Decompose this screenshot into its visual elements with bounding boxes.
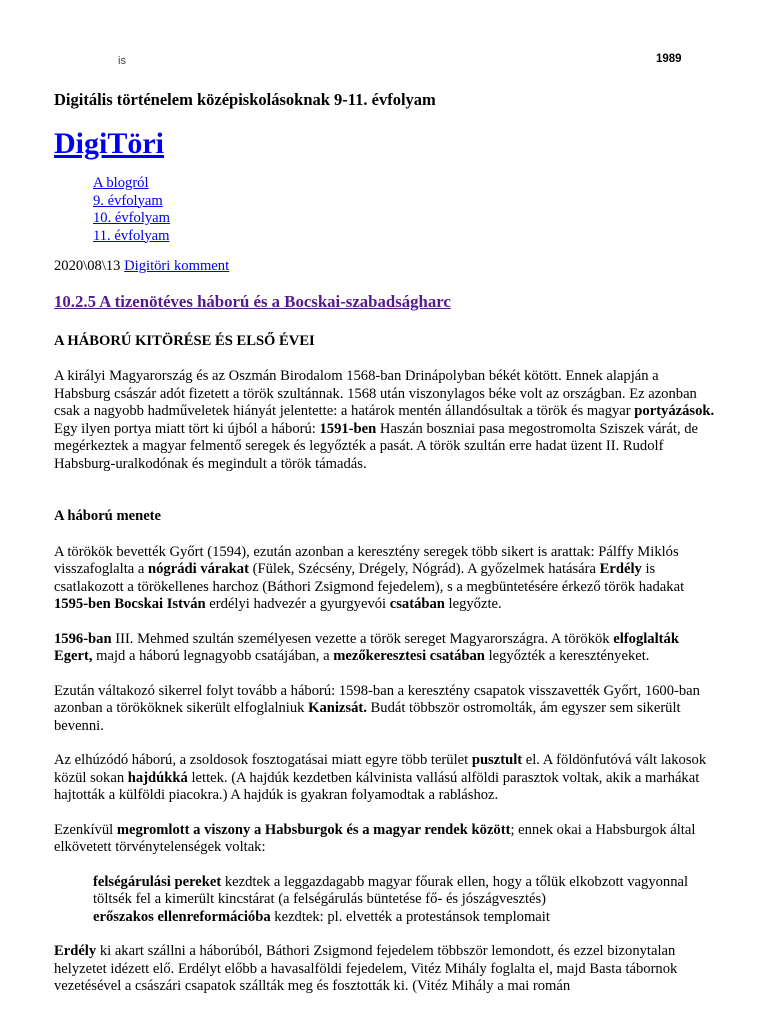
nav-item-blog xyxy=(93,175,718,193)
page-header-year: 1989 xyxy=(656,53,682,65)
nav-link-about[interactable]: A blogról xyxy=(93,175,149,191)
nav-item-11 xyxy=(93,228,718,246)
nav-item-10 xyxy=(93,210,718,228)
section-heading-course: A háború menete xyxy=(54,508,162,524)
post-meta xyxy=(54,258,718,276)
list-item: erőszakos ellenreformációba kezdtek: pl. elvették a protestánsok templomait xyxy=(93,908,550,925)
nav-item-9 xyxy=(93,193,718,211)
post-title-link[interactable]: 10.2.5 A tizenötéves háború és a Bocskai-szabadságharc xyxy=(54,291,451,311)
comment-link[interactable]: Digitöri komment xyxy=(124,258,230,274)
grievances-list xyxy=(93,874,718,927)
nav-link-grade-11[interactable]: 11. évfolyam xyxy=(93,227,170,244)
site-title xyxy=(54,127,718,161)
paragraph-course-6: Erdély ki akart szállni a háborúból, Báthori Zsigmond fejedelem többször lemondott, és ezzel bizonytalan helyzetet idézett elő. Erdélyt előbb a havasalföldi fejedelem, Vitéz Mihály foglalta el, majd Basta tábornok vezetésével a császári csapatok szállták meg és fosztották ki. (Vitéz Mihály a mai román xyxy=(54,943,678,994)
blog-nav xyxy=(93,175,718,245)
nav-link-grade-10[interactable]: 10. évfolyam xyxy=(93,210,171,226)
paragraph-course-4: Az elhúzódó háború, a zsoldosok fosztogatásai miatt egyre több terület pusztult el. A földönfutóvá vált lakosok közül sokan hajdúkká lettek. (A hajdúk kezdetben kálvinista vallású alföldi parasztok voltak, akik a marhákat hajtották a külföldi piacokra.) A hajdúk is gyakran folyamodtak a rabláshoz. xyxy=(54,752,707,803)
paragraph-course-5: Ezenkívül megromlott a viszony a Habsburgok és a magyar rendek között; ennek okai a Habsburgok által elkövetett törvénytelenségek voltak: xyxy=(54,821,696,855)
document-body xyxy=(54,90,718,996)
paragraph-course-2: 1596-ban III. Mehmed szultán személyesen vezette a török sereget Magyarországra. A törökök elfoglalták Egert, majd a háború legnagyobb csatájában, a mezőkeresztesi csatában legyőzték a keresztényeket. xyxy=(54,630,679,664)
paragraph-course-1: A törökök bevették Győrt (1594), ezután azonban a keresztény seregek több sikert is arattak: Pálffy Miklós visszafoglalta a nógrádi várakat (Fülek, Szécsény, Drégely, Nógrád). A győzelmek hatására Erdély is csatlakozott a törökellenes harchoz (Báthori Zsigmond fejedelem), s a megbüntetésére érkező török hadakat 1595-ben Bocskai István erdélyi hadvezér a gyurgyevói csatában legyőzte. xyxy=(54,543,685,612)
post-title xyxy=(54,292,718,312)
paragraph-course-3: Ezután váltakozó sikerrel folyt tovább a háború: 1598-ban a keresztény csapatok visszavették Győrt, 1600-ban azonban a törököknek sikerült elfoglalniuk Kanizsát. Budát többször ostromolták, ám egyszer sem sikerült bevenni. xyxy=(54,682,700,734)
list-item: felségárulási pereket kezdtek a leggazdagabb magyar főurak ellen, hogy a tőlük elkobzott vagyonnal töltsék fel a kimerült kincstárat (a felségárulás büntetése fő- és jószágvesztés) xyxy=(93,873,689,907)
paragraph-outbreak: A királyi Magyarország és az Oszmán Birodalom 1568-ban Drinápolyban békét kötött. Ennek alapján a Habsburg császár adót fizetett a török szultánnak. 1568 után viszonylagos béke volt az országban. Ez azonban csak a nagyobb hadműveletek hiányát jelentette: a határok mentén állandósultak a török és magyar portyázások. Egy ilyen portya miatt tört ki újból a háború: 1591-ben Haszán boszniai pasa megostromolta Sziszek várát, de megérkeztek a magyar felmentő seregek és legyőzték a pasát. A török szultán erre hadat üzent II. Rudolf Habsburg-uralkodónak és megindult a török támadás. xyxy=(54,368,715,472)
section-heading-outbreak: A HÁBORÚ KITÖRÉSE ÉS ELSŐ ÉVEI xyxy=(54,332,315,349)
post-date: 2020\08\13 xyxy=(54,258,121,274)
page-header-left: is xyxy=(118,55,126,67)
nav-link-grade-9[interactable]: 9. évfolyam xyxy=(93,192,163,209)
site-title-link[interactable]: DigiTöri xyxy=(54,127,164,160)
site-subtitle: Digitális történelem középiskolásoknak 9-11. évfolyam xyxy=(54,90,436,109)
